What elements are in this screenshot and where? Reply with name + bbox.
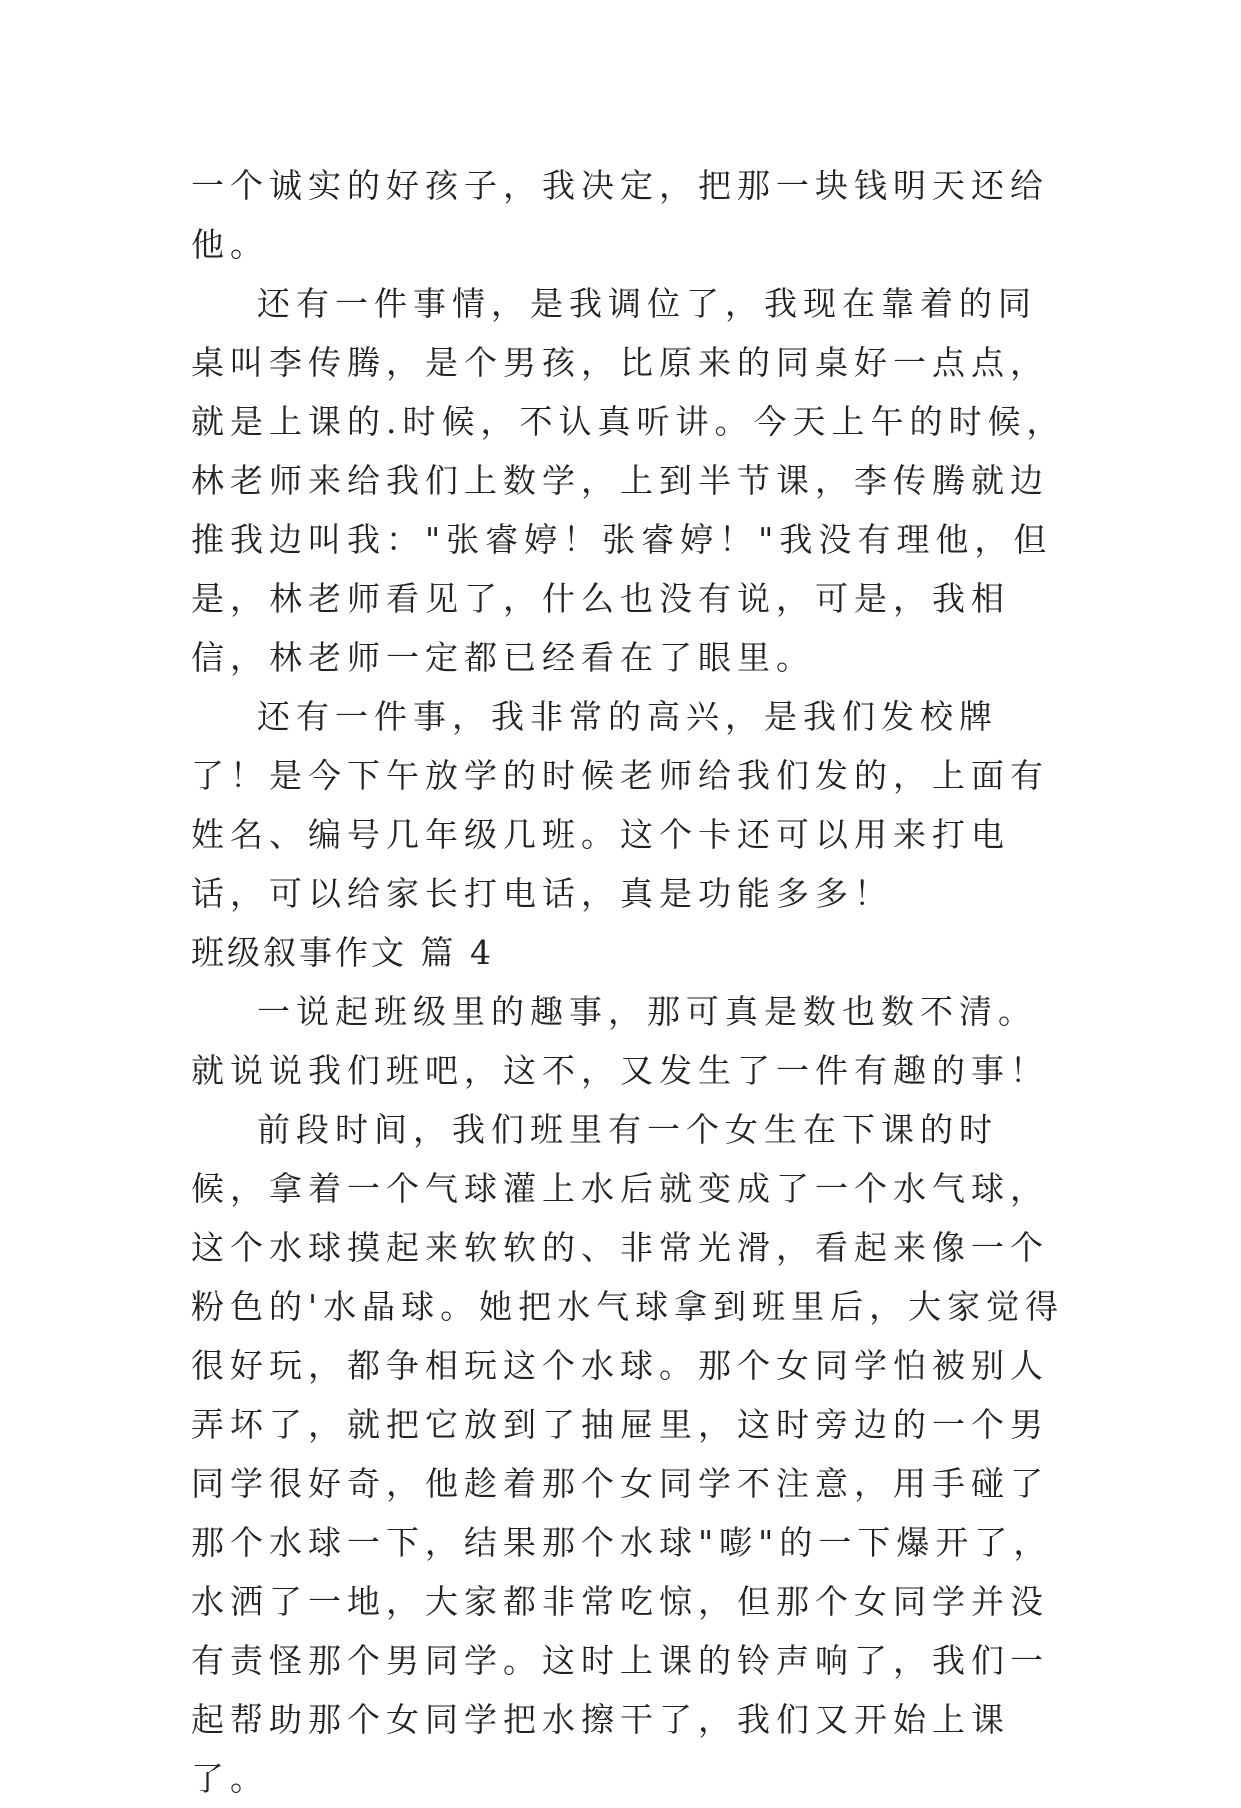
paragraph-school-badge: 还有一件事，我非常的高兴，是我们发校牌了！是今下午放学的时候老师给我们发的，上面有姓名、编号几年级几班。这个卡还可以用来打电话，可以给家长打电话，真是功能多多！ — [191, 697, 1049, 913]
document-body — [191, 156, 1071, 1808]
paragraph-seat-change: 还有一件事情，是我调位了，我现在靠着的同桌叫李传腾，是个男孩，比原来的同桌好一点点，就是上课的.时候，不认真听讲。今天上午的时候，林老师来给我们上数学，上到半节课，李传腾就边推我边叫我："张睿婷！张睿婷！"我没有理他，但是，林老师看见了，什么也没有说，可是，我相信，林老师一定都已经看在了眼里。 — [191, 284, 1066, 677]
paragraph-water-balloon: 前段时间，我们班里有一个女生在下课的时候，拿着一个气球灌上水后就变成了一个水气球，这个水球摸起来软软的、非常光滑，看起来像一个粉色的'水晶球。她把水气球拿到班里后，大家觉得很好玩，都争相玩这个水球。那个女同学怕被别人弄坏了，就把它放到了抽屉里，这时旁边的一个男同学很好奇，他趁着那个女同学不注意，用手碰了那个水球一下，结果那个水球"嘭"的一下爆开了，水洒了一地，大家都非常吃惊，但那个女同学并没有责怪那个男同学。这时上课的铃声响了，我们一起帮助那个女同学把水擦干了，我们又开始上课了。 — [191, 1110, 1065, 1798]
paragraph-intro: 一说起班级里的趣事，那可真是数也数不清。就说说我们班吧，这不，又发生了一件有趣的事！ — [191, 992, 1049, 1090]
section-heading: 班级叙事作文 篇 4 — [191, 933, 494, 972]
paragraph-continuation: 一个诚实的好孩子，我决定，把那一块钱明天还给他。 — [191, 166, 1049, 264]
